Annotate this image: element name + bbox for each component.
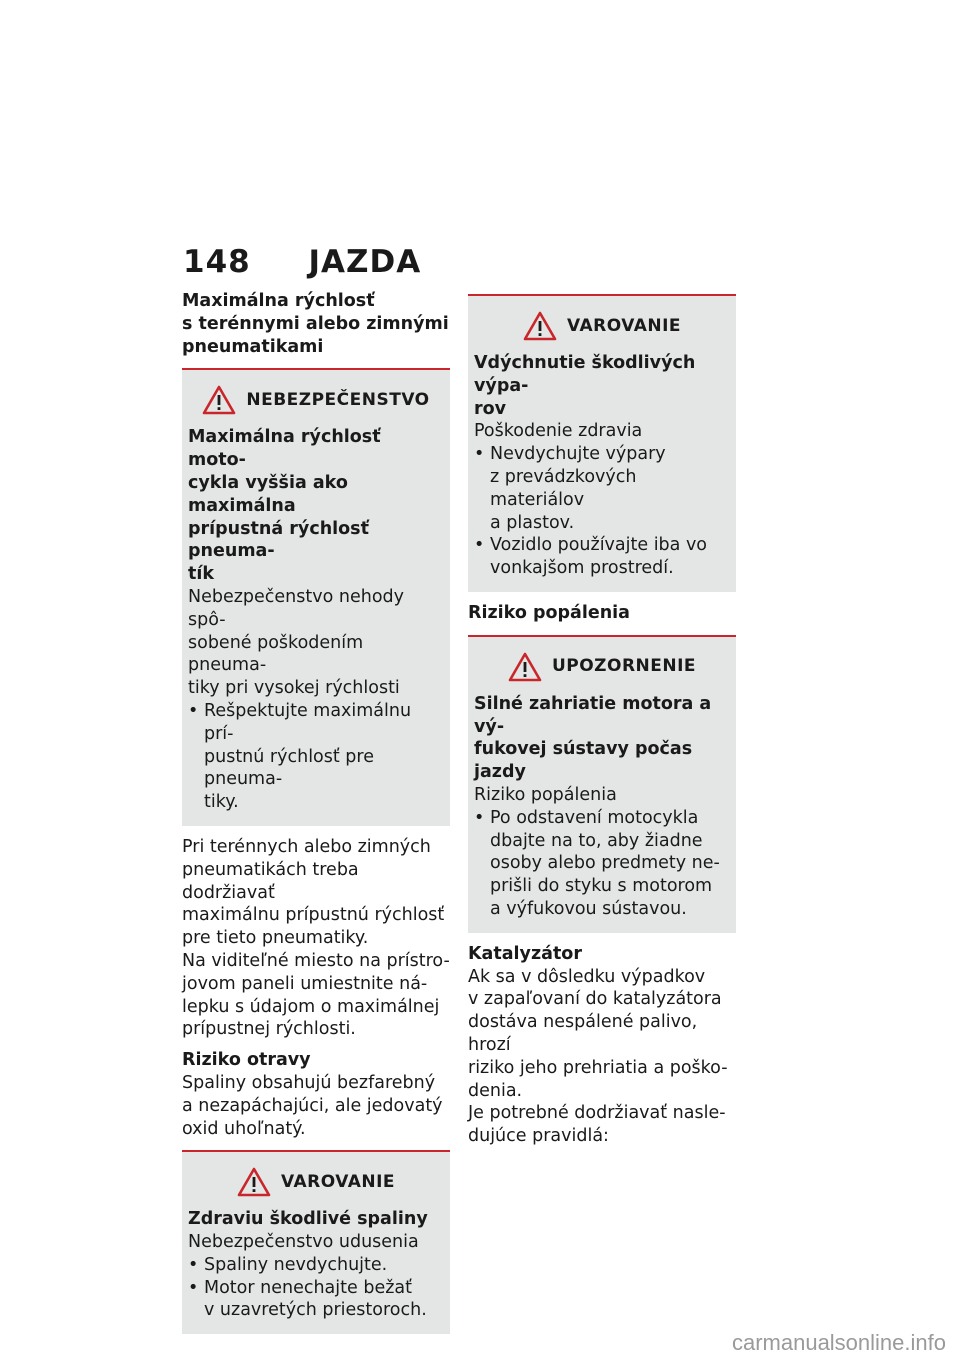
danger-box-header [188, 384, 444, 416]
warning-label: VAROVANIE [280, 1171, 396, 1192]
paragraph-exhaust: Spaliny obsahujú bezfarebný a nezapáchajúci, ale jedovatý oxid uhoľnatý. [182, 1072, 443, 1139]
warning-box-fumes [468, 294, 736, 592]
caution-box-header [474, 651, 730, 683]
caution-box [468, 635, 736, 933]
list-item: • Rešpektujte maximálnu prí- pustnú rýchlosť pre pneuma- tiky. [188, 700, 412, 813]
page-number: 148 [183, 244, 251, 280]
warning-subtitle: Vdýchnutie škodlivých výpa- rov [474, 353, 696, 419]
section-title-poisoning: Riziko otravy [182, 1050, 311, 1071]
warning-text: Nebezpečenstvo udusenia [188, 1232, 419, 1253]
page-header [183, 244, 421, 280]
list-item: • Po odstavení motocykla dbajte na to, aby žiadne osoby alebo predmety ne- prišli do styku s motorom a výfukovou sústavou. [474, 807, 720, 919]
right-column [468, 290, 736, 1148]
warning-triangle-icon [508, 652, 542, 682]
danger-box [182, 368, 450, 826]
paragraph-catalyst: Ak sa v dôsledku výpadkov v zapaľovaní do katalyzátora dostáva nespálené palivo, hrozí riziko jeho prehriatia a poško- denia. [468, 966, 728, 1101]
warning-label: VAROVANIE [566, 315, 682, 336]
list-item: • Nevdychujte výpary z prevádzkových materiálov a plastov. [474, 444, 666, 533]
paragraph-winter-tires: Pri terénnych alebo zimných pneumatikách treba dodržiavať maximálnu prípustnú rýchlosť pre tieto pneumatiky. [182, 836, 445, 949]
warning-triangle-icon [523, 311, 557, 341]
watermark: carmanualsonline.info [731, 1330, 946, 1355]
danger-bullets [188, 700, 444, 814]
warning-triangle-icon [202, 385, 236, 415]
caution-label: UPOZORNENIE [551, 656, 697, 677]
danger-label: NEBEZPEČENSTVO [246, 389, 430, 410]
list-item: • Vozidlo používajte iba vo vonkajšom prostredí. [474, 535, 708, 579]
warning-bullets [474, 443, 730, 580]
section-title-burns: Riziko popálenia [468, 602, 630, 623]
warning-box-exhaust [182, 1150, 450, 1334]
warning-triangle-icon [237, 1167, 271, 1197]
chapter-title: JAZDA [308, 244, 422, 280]
warning-bullets [188, 1254, 444, 1322]
warning-box-header [474, 310, 730, 342]
warning-subtitle: Zdraviu škodlivé spaliny [188, 1209, 428, 1230]
caution-subtitle: Silné zahriatie motora a vý- fukovej sústavy počas jazdy [474, 693, 712, 783]
warning-text: Poškodenie zdravia [474, 421, 643, 442]
caution-bullets [474, 807, 730, 921]
section-title-max-speed: Maximálna rýchlosť s terénnymi alebo zimnými pneumatikami [182, 291, 449, 357]
paragraph-rules: Je potrebné dodržiavať nasle- dujúce pravidlá: [468, 1103, 726, 1147]
danger-subtitle: Maximálna rýchlosť moto- cykla vyššia ako maximálna prípustná rýchlosť pneuma- tík [188, 427, 381, 585]
danger-text: Nebezpečenstvo nehody spô- sobené poškodením pneuma- tiky pri vysokej rýchlosti [188, 586, 404, 699]
caution-text: Riziko popálenia [474, 784, 617, 805]
paragraph-sticker: Na viditeľné miesto na prístro- jovom paneli umiestnite ná- lepku s údajom o maximálnej prípustnej rýchlosti. [182, 950, 450, 1040]
left-column [182, 290, 450, 1344]
warning-box-header [188, 1166, 444, 1198]
list-item: • Motor nenechajte bežať v uzavretých priestoroch. [188, 1277, 427, 1321]
section-title-catalyst: Katalyzátor [468, 943, 582, 964]
list-item: • Spaliny nevdychujte. [188, 1254, 388, 1275]
